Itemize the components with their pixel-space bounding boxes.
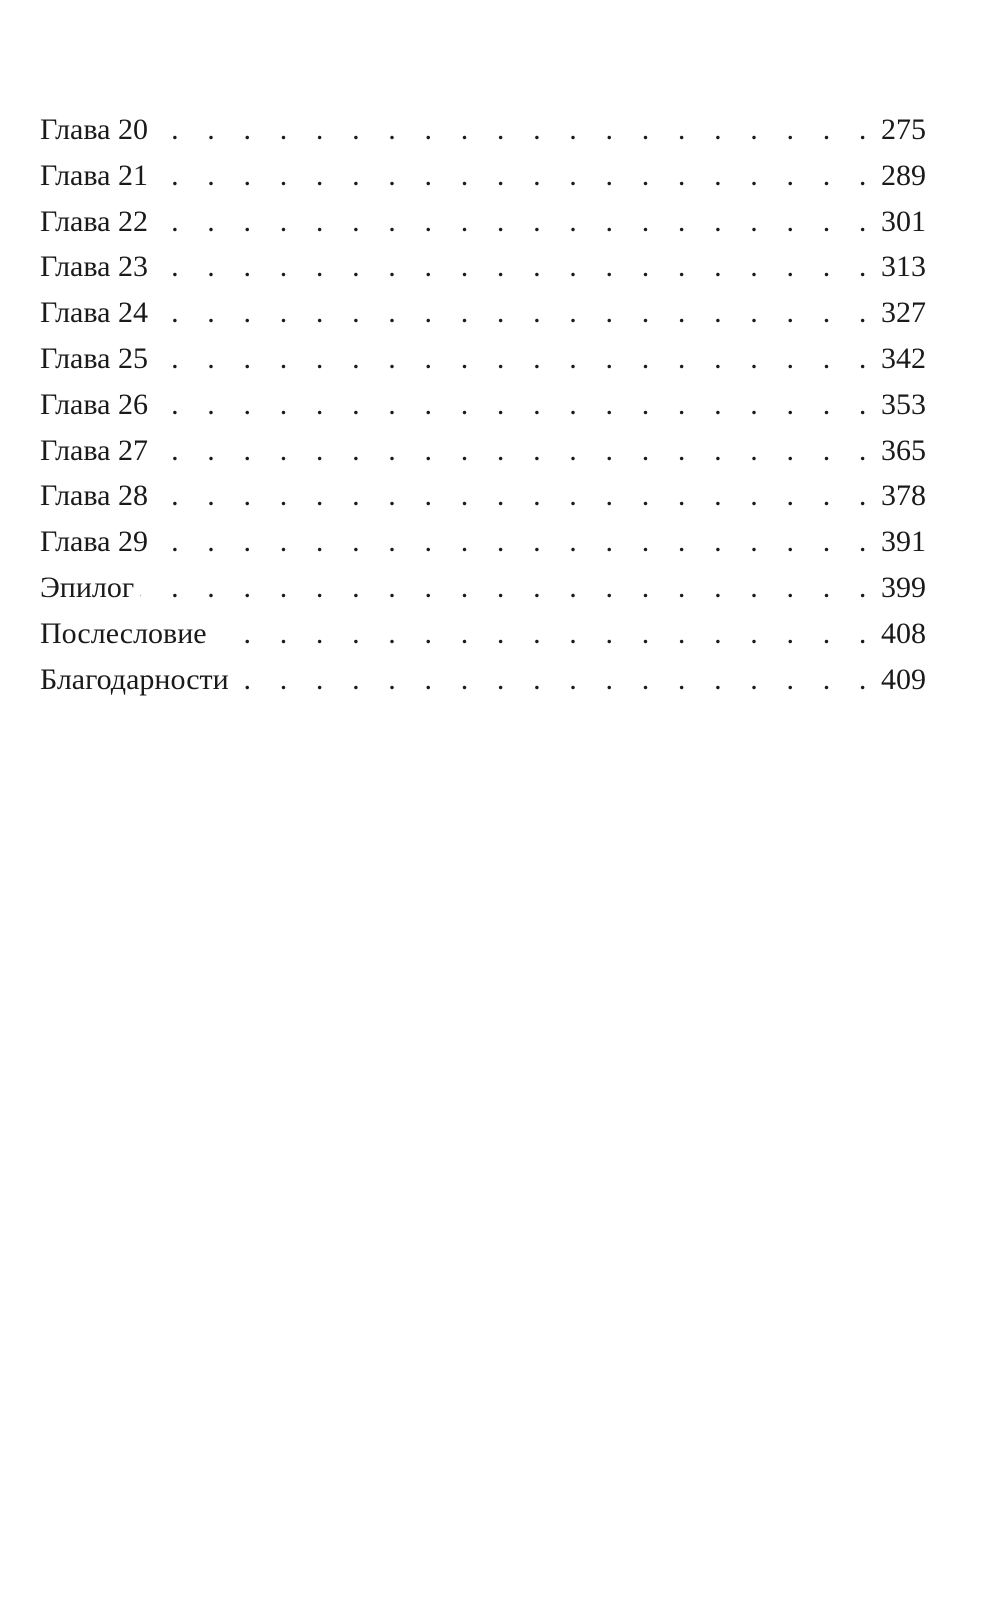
toc-dot-leader xyxy=(140,571,877,605)
toc-dot-leader xyxy=(154,113,877,147)
toc-entry-page: 391 xyxy=(881,525,926,559)
toc-entry-chapter-20[interactable] xyxy=(40,113,926,159)
toc-entry-title: Глава 24 xyxy=(40,296,148,330)
toc-entry-title: Глава 25 xyxy=(40,341,148,375)
toc-entry-acknowledgements[interactable] xyxy=(40,663,926,709)
toc-dot-leader xyxy=(154,159,877,193)
toc-entry-chapter-26[interactable] xyxy=(40,388,926,434)
toc-dot-leader xyxy=(154,479,877,513)
toc-entry-page: 289 xyxy=(881,158,926,192)
toc-entry-afterword[interactable] xyxy=(40,617,926,663)
toc-entry-page: 313 xyxy=(881,250,926,284)
toc-entry-page: 301 xyxy=(881,204,926,238)
toc-entry-title: Послесловие xyxy=(40,616,207,650)
toc-entry-page: 353 xyxy=(881,387,926,421)
toc-dot-leader xyxy=(154,434,877,468)
toc-entry-chapter-29[interactable] xyxy=(40,525,926,571)
toc-entry-chapter-28[interactable] xyxy=(40,479,926,525)
toc-dot-leader xyxy=(235,663,877,697)
toc-entry-title: Глава 20 xyxy=(40,113,148,146)
toc-entry-title: Эпилог xyxy=(40,570,135,604)
toc-entry-chapter-21[interactable] xyxy=(40,159,926,205)
toc-dot-leader xyxy=(154,525,877,559)
toc-entry-chapter-25[interactable] xyxy=(40,342,926,388)
toc-entry-title: Глава 28 xyxy=(40,479,148,513)
toc-entry-epilogue[interactable] xyxy=(40,571,926,617)
toc-entry-title: Глава 22 xyxy=(40,204,148,238)
toc-dot-leader xyxy=(154,342,877,376)
table-of-contents xyxy=(40,113,926,708)
toc-entry-title: Глава 27 xyxy=(40,433,148,467)
toc-dot-leader xyxy=(154,388,877,422)
toc-entry-page: 342 xyxy=(881,341,926,375)
toc-entry-title: Глава 21 xyxy=(40,158,148,192)
toc-entry-chapter-24[interactable] xyxy=(40,296,926,342)
toc-entry-chapter-23[interactable] xyxy=(40,250,926,296)
toc-entry-page: 378 xyxy=(881,479,926,513)
toc-entry-chapter-22[interactable] xyxy=(40,205,926,251)
toc-entry-page: 408 xyxy=(881,616,926,650)
toc-entry-page: 327 xyxy=(881,296,926,330)
toc-entry-title: Глава 23 xyxy=(40,250,148,284)
toc-entry-title: Благодарности xyxy=(40,662,229,696)
toc-entry-title: Глава 29 xyxy=(40,525,148,559)
toc-dot-leader xyxy=(154,296,877,330)
toc-dot-leader xyxy=(154,250,877,284)
toc-entry-page: 399 xyxy=(881,570,926,604)
toc-entry-title: Глава 26 xyxy=(40,387,148,421)
toc-entry-page: 409 xyxy=(881,662,926,696)
toc-entry-page: 275 xyxy=(881,113,926,146)
toc-dot-leader xyxy=(154,205,877,239)
toc-entry-chapter-27[interactable] xyxy=(40,434,926,480)
toc-dot-leader xyxy=(213,617,877,651)
toc-entry-page: 365 xyxy=(881,433,926,467)
